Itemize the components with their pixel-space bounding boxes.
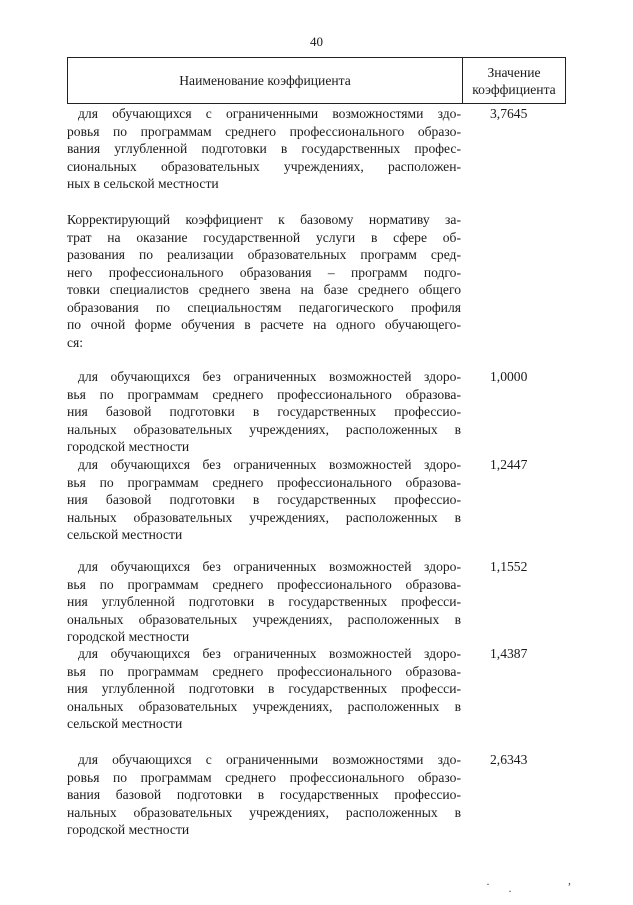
description-line: для обучающихся без ограниченных возможностей здоро- [78, 559, 461, 574]
header-value-line-2: коэффициента [472, 81, 556, 97]
description-line: городской местности [67, 822, 190, 837]
description-line: разования по реализации образовательных программ сред- [67, 247, 461, 262]
description-line: для обучающихся с ограниченными возможностями здо- [78, 106, 461, 121]
table-header [67, 57, 566, 104]
coefficient-description [67, 368, 461, 456]
coefficient-description [67, 456, 461, 544]
description-line: товки специалистов среднего звена на базе среднего общего [67, 282, 461, 297]
description-line: ональных образовательных учреждениях, расположенных в [67, 698, 461, 714]
coefficient-description [67, 558, 461, 646]
description-line: городской местности [67, 629, 190, 644]
description-line: образования по специальностям педагогического профиля [67, 299, 461, 315]
description-line: ся: [67, 334, 84, 350]
description-line: ния базовой подготовки в государственных профессио- [67, 492, 461, 507]
description-line: ровья по программам среднего профессионального образо- [67, 123, 461, 139]
description-line: для обучающихся с ограниченными возможностями здо- [78, 752, 461, 767]
description-line: сельской местности [67, 716, 183, 731]
coefficient-value: 3,7645 [490, 106, 528, 121]
scan-mark: · [486, 877, 490, 891]
description-line: вья по программам среднего профессионального образова- [67, 386, 461, 402]
description-line: нальных образовательных учреждениях, расположенных в [67, 804, 461, 820]
description-line: вья по программам среднего профессионального образова- [67, 474, 461, 490]
scan-mark: , [568, 873, 571, 887]
description-line: по очной форме обучения в расчете на одного обучающего- [67, 317, 461, 332]
description-line: сельской местности [67, 527, 183, 542]
description-line: вья по программам среднего профессионального образова- [67, 576, 461, 592]
description-line: ровья по программам среднего профессионального образо- [67, 769, 461, 785]
page-number: 40 [310, 34, 323, 49]
header-value-line-1: Значение [487, 64, 541, 80]
description-line: ния углубленной подготовки в государственных професси- [67, 594, 461, 609]
description-line: Корректирующий коэффициент к базовому нормативу за- [67, 212, 461, 227]
coefficient-value: 1,2447 [490, 457, 528, 472]
description-line: городской местности [67, 439, 190, 454]
coefficient-description [67, 105, 461, 193]
coefficient-value: 1,1552 [490, 559, 528, 574]
coefficient-description [67, 645, 461, 733]
description-line: вания углубленной подготовки в государственных профес- [67, 141, 461, 156]
description-line: для обучающихся без ограниченных возможностей здоро- [78, 457, 461, 472]
description-line: нальных образовательных учреждениях, расположенных в [67, 421, 461, 437]
description-line: вья по программам среднего профессионального образова- [67, 663, 461, 679]
coefficient-description [67, 751, 461, 839]
description-line: трат на оказание государственной услуги в сфере об- [67, 229, 461, 245]
description-line: ния базовой подготовки в государственных профессио- [67, 404, 461, 419]
scan-mark: · [508, 884, 512, 898]
description-line: ния углубленной подготовки в государственных професси- [67, 681, 461, 696]
section-description [67, 211, 461, 351]
description-line: ональных образовательных учреждениях, расположенных в [67, 611, 461, 627]
header-value-column [463, 58, 565, 103]
description-line: нальных образовательных учреждениях, расположенных в [67, 509, 461, 525]
coefficient-value: 1,0000 [490, 369, 528, 384]
description-line: ных в сельской местности [67, 176, 219, 191]
description-line: сиональных образовательных учреждениях, расположен- [67, 158, 461, 174]
description-line: вания базовой подготовки в государственных профессио- [67, 787, 461, 802]
header-name-column: Наименование коэффициента [68, 58, 463, 103]
description-line: для обучающихся без ограниченных возможностей здоро- [78, 646, 461, 661]
coefficient-value: 1,4387 [490, 646, 528, 661]
coefficient-value: 2,6343 [490, 752, 528, 767]
description-line: для обучающихся без ограниченных возможностей здоро- [78, 369, 461, 384]
description-line: него профессионального образования – программ подго- [67, 264, 461, 280]
